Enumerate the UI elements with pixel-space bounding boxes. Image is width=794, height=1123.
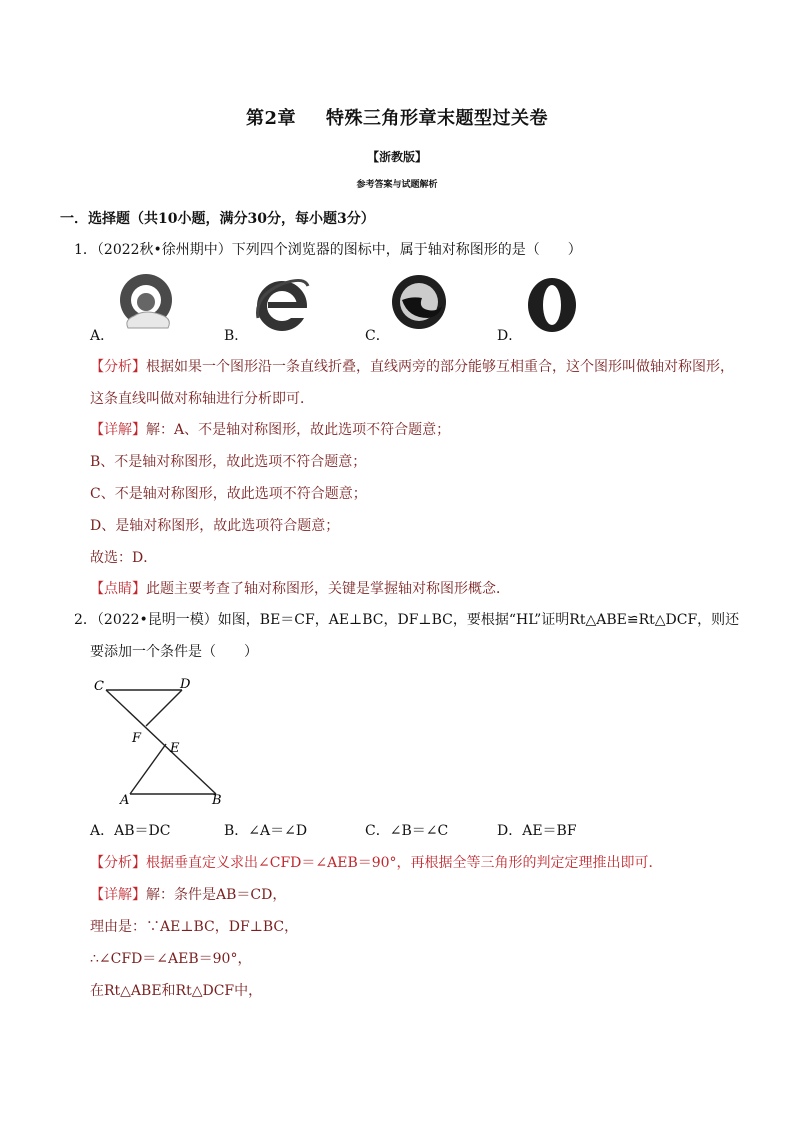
label-d: D (180, 677, 191, 692)
detail-d: D、是轴对称图形，故此选项符合题意； (90, 518, 340, 534)
q1-option-c: C． (365, 328, 390, 344)
analysis-tag: 【分析】 (90, 359, 146, 375)
q1-detail (90, 420, 450, 440)
comment-tag: 【点睛】 (90, 581, 146, 597)
page-title (0, 104, 794, 130)
q1-option-a: A． (90, 328, 115, 344)
detail-4: 在Rt△ABE和Rt△DCF中， (90, 983, 263, 999)
q2-detail (90, 885, 286, 905)
q2-option-c: C．∠B＝∠C (365, 823, 449, 839)
q1-comment (90, 579, 510, 599)
browser-icon-a (116, 272, 178, 332)
section-heading: 一．选择题（共10小题，满分30分，每小题3分） (60, 211, 375, 227)
segment-cb (106, 690, 216, 794)
ie-browser-icon (252, 276, 312, 334)
q1-option-d: D． (497, 328, 523, 344)
detail-b: B、不是轴对称图形，故此选项不符合题意； (90, 454, 367, 470)
q2-option-b: B．∠A＝∠D (224, 823, 308, 839)
segment-df (146, 690, 182, 726)
chapter-label: 第2章 (245, 108, 297, 129)
q1-option-b: B． (224, 328, 249, 344)
detail-1: 解：条件是AB＝CD， (146, 887, 287, 903)
q2-option-d: D．AE＝BF (497, 823, 577, 839)
detail-tag: 【详解】 (90, 887, 146, 903)
q2-figure (86, 672, 236, 812)
q1-analysis-cont: 这条直线叫做对称轴进行分析即可． (90, 391, 314, 407)
q2-stem: 2．（2022•昆明一模）如图，BE＝CF，AE⊥BC，DF⊥BC，要根据“HL”证明Rt△ABE≌Rt△DCF，则还 (74, 612, 740, 628)
label-b: B (212, 793, 222, 808)
browser-icon-c (388, 272, 450, 332)
detail-tag: 【详解】 (90, 422, 146, 438)
detail-a: 解：A、不是轴对称图形，故此选项不符合题意； (146, 422, 451, 438)
segment-ea (130, 744, 166, 794)
analysis-text: 根据垂直定义求出∠CFD＝∠AEB＝90°，再根据全等三角形的判定定理推出即可． (146, 855, 663, 871)
opera-browser-icon (526, 276, 580, 334)
detail-2: 理由是：∵AE⊥BC，DF⊥BC， (90, 919, 299, 935)
q2-analysis (90, 853, 663, 873)
q2-stem-cont: 要添加一个条件是（ ） (90, 644, 258, 660)
q1-answer: 故选：D． (90, 550, 158, 566)
analysis-text: 根据如果一个图形沿一条直线折叠，直线两旁的部分能够互相重合，这个图形叫做轴对称图形， (146, 359, 734, 375)
comment-text: 此题主要考查了轴对称图形，关键是掌握轴对称图形概念． (146, 581, 510, 597)
edition-label: 【浙教版】 (366, 150, 427, 164)
analysis-tag: 【分析】 (90, 855, 146, 871)
q1-analysis (90, 357, 734, 377)
title-text: 特殊三角形章末题型过关卷 (326, 108, 549, 129)
label-a: A (120, 793, 130, 808)
label-f: F (132, 731, 142, 746)
label-c: C (94, 679, 104, 694)
detail-3: ∴∠CFD＝∠AEB＝90°， (90, 951, 252, 967)
q2-option-a: A．AB＝DC (90, 823, 171, 839)
label-e: E (170, 741, 180, 756)
detail-c: C、不是轴对称图形，故此选项不符合题意； (90, 486, 367, 502)
subtitle: 参考答案与试题解析 (356, 180, 438, 190)
q1-stem: 1．（2022秋•徐州期中）下列四个浏览器的图标中，属于轴对称图形的是（ ） (74, 242, 582, 258)
